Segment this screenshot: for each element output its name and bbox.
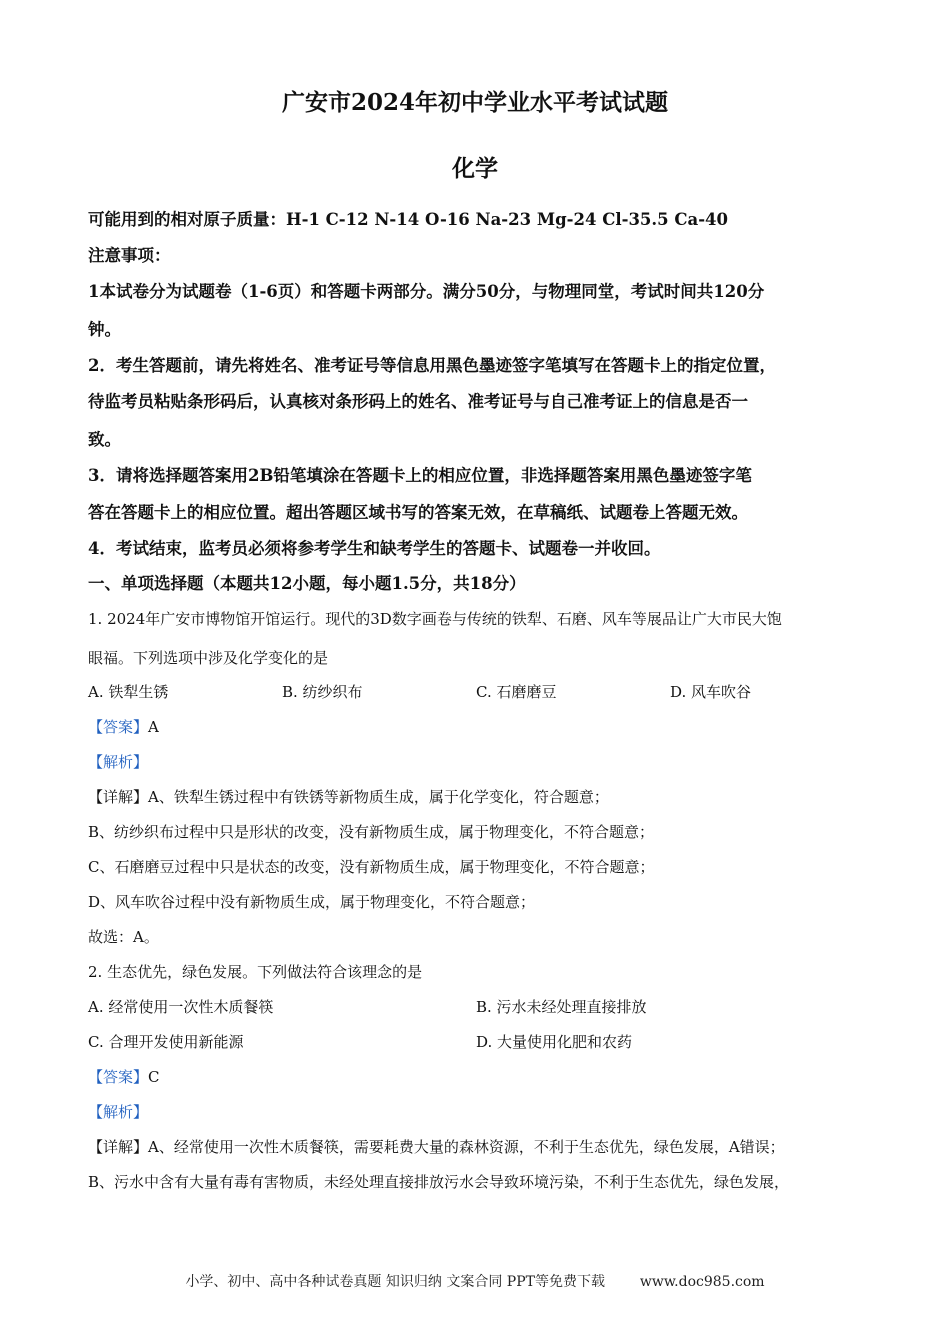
q1-analysis-label: 【解析】 <box>88 753 149 771</box>
q1-stem: 眼福。下列选项中涉及化学变化的是 <box>88 649 329 667</box>
detail-text: A、经常使用一次性木质餐筷，需要耗费大量的森林资源，不利于生态优先，绿色发展，A错误； <box>148 1138 785 1156</box>
q2-option-a: A. 经常使用一次性木质餐筷 <box>88 998 274 1016</box>
q1-detail-line: D、风车吹谷过程中没有新物质生成，属于物理变化，不符合题意； <box>88 893 536 911</box>
subject-title: 化学 <box>452 155 498 182</box>
answer-value: C <box>148 1068 160 1086</box>
q1-stem: 1. 2024年广安市博物馆开馆运行。现代的3D数字画卷与传统的铁犁、石磨、风车等展品让广大市民大饱 <box>88 610 782 628</box>
detail-text: A、铁犁生锈过程中有铁锈等新物质生成，属于化学变化，符合题意； <box>148 788 609 806</box>
note-line: 待监考员粘贴条形码后，认真核对条形码上的姓名、准考证号与自己准考证上的信息是否一 <box>88 392 748 411</box>
q2-answer <box>88 1066 160 1087</box>
detail-label: 【详解】 <box>88 788 149 806</box>
note-line: 钟。 <box>88 320 121 339</box>
q2-detail-line: B、污水中含有大量有毒有害物质，未经处理直接排放污水会导致环境污染，不利于生态优先，绿色发展， <box>88 1173 790 1191</box>
note-line: 4．考试结束，监考员必须将参考学生和缺考学生的答题卡、试题卷一并收回。 <box>88 539 661 558</box>
note-line: 答在答题卡上的相应位置。超出答题区域书写的答案无效，在草稿纸、试题卷上答题无效。 <box>88 503 748 522</box>
notes-heading: 注意事项： <box>88 246 171 265</box>
note-line: 致。 <box>88 430 121 449</box>
q2-analysis-label: 【解析】 <box>88 1103 149 1121</box>
note-line: 3．请将选择题答案用2B铅笔填涂在答题卡上的相应位置，非选择题答案用黑色墨迹签字笔 <box>88 466 752 485</box>
q1-detail <box>88 786 609 807</box>
section-heading: 一、单项选择题（本题共12小题，每小题1.5分，共18分） <box>88 574 526 593</box>
q1-answer <box>88 716 159 737</box>
q2-option-c: C. 合理开发使用新能源 <box>88 1033 244 1051</box>
q1-conclusion: 故选：A。 <box>88 928 159 946</box>
answer-label: 【答案】 <box>88 718 149 736</box>
page-footer <box>0 1271 950 1291</box>
q1-option-b: B. 纺纱织布 <box>282 683 363 701</box>
q1-detail-line: B、纺纱织布过程中只是形状的改变，没有新物质生成，属于物理变化，不符合题意； <box>88 823 655 841</box>
q2-stem: 2. 生态优先，绿色发展。下列做法符合该理念的是 <box>88 963 423 981</box>
exam-title: 广安市2024年初中学业水平考试试题 <box>281 89 668 116</box>
q1-option-a: A. 铁犁生锈 <box>88 683 169 701</box>
q1-option-c: C. 石磨磨豆 <box>476 683 557 701</box>
q2-option-d: D. 大量使用化肥和农药 <box>476 1033 633 1051</box>
footer-text: 小学、初中、高中各种试卷真题 知识归纳 文案合同 PPT等免费下载 <box>185 1274 605 1290</box>
note-line: 2．考生答题前，请先将姓名、准考证号等信息用黑色墨迹签字笔填写在答题卡上的指定位置， <box>88 356 776 375</box>
detail-label: 【详解】 <box>88 1138 149 1156</box>
q1-option-d: D. 风车吹谷 <box>670 683 752 701</box>
atomic-masses: 可能用到的相对原子质量：H-1 C-12 N-14 O-16 Na-23 Mg-24 Cl-35.5 Ca-40 <box>88 210 729 229</box>
q2-detail <box>88 1136 785 1157</box>
note-line: 1本试卷分为试题卷（1-6页）和答题卡两部分。满分50分，与物理同堂，考试时间共120分 <box>88 282 765 301</box>
answer-value: A <box>148 718 159 736</box>
footer-site-link[interactable]: www.doc985.com <box>639 1274 765 1290</box>
answer-label: 【答案】 <box>88 1068 149 1086</box>
q1-detail-line: C、石磨磨豆过程中只是状态的改变，没有新物质生成，属于物理变化，不符合题意； <box>88 858 655 876</box>
q2-option-b: B. 污水未经处理直接排放 <box>476 998 647 1016</box>
